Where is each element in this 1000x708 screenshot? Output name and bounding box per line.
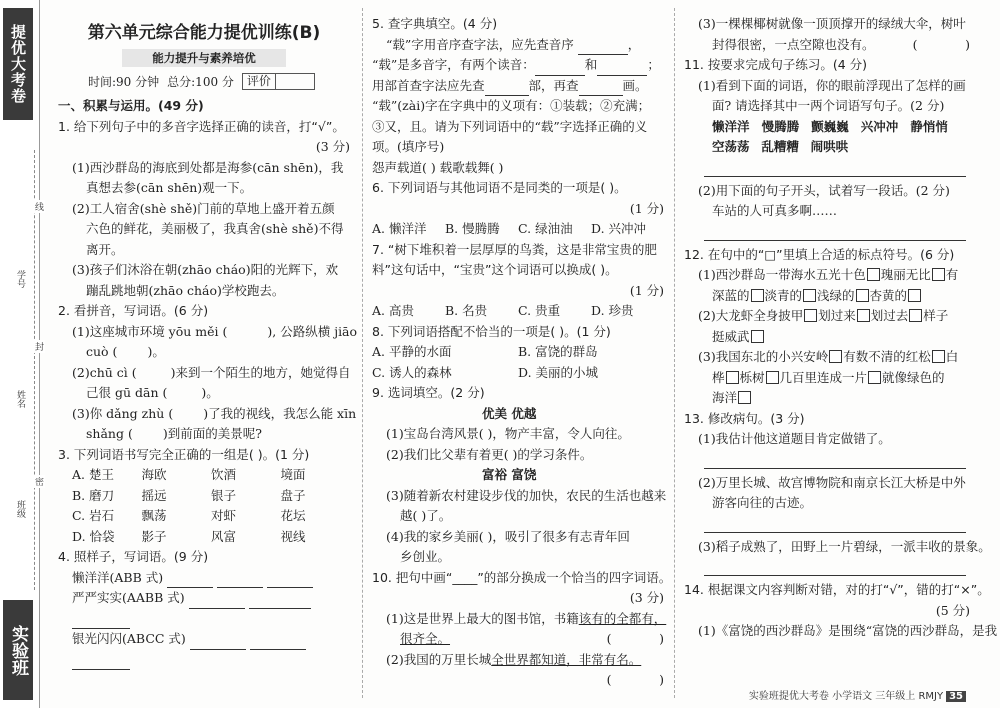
- punct-box[interactable]: [766, 371, 779, 384]
- word: 空荡荡: [712, 139, 750, 154]
- q12-text: 瑰丽无比: [880, 267, 931, 282]
- answer-blank[interactable]: [250, 636, 306, 650]
- q14-item: (1)《富饶的西沙群岛》是围绕“富饶的西沙群岛，是我: [698, 623, 998, 638]
- opt: 飘荡: [141, 508, 167, 523]
- cut-mark-line: 线: [33, 202, 43, 211]
- option-row[interactable]: [372, 342, 664, 363]
- opt: C. 岩石: [72, 508, 115, 523]
- punct-box[interactable]: [908, 289, 921, 302]
- answer-blank[interactable]: [485, 82, 529, 96]
- answer-blank[interactable]: [578, 41, 628, 55]
- answer-line[interactable]: [704, 450, 966, 469]
- exam-meta: [58, 73, 350, 90]
- page-footer: [749, 687, 966, 702]
- opt: A. 楚王: [72, 467, 114, 482]
- punct-box[interactable]: [804, 309, 817, 322]
- opt: 摇远: [141, 487, 167, 503]
- q10-item: 封得很密，一点空隙也没有。: [712, 36, 875, 52]
- eval-box[interactable]: [242, 73, 315, 90]
- opt: B. 磨刀: [72, 487, 115, 503]
- punct-box[interactable]: [867, 268, 880, 281]
- q2-text: (2)chū cì (: [72, 364, 137, 380]
- opt: 境面: [280, 467, 306, 482]
- q12-text: 桦: [712, 369, 725, 385]
- q10-underlined: 全世界都知道，非常有名。: [491, 651, 642, 667]
- q5-text: “载”(zài)字在字典中的义项有：①装载；②充满；: [372, 98, 651, 113]
- option-row[interactable]: [58, 527, 350, 548]
- q12-text: 杏黄的: [869, 287, 908, 303]
- question-5: 5. 查字典填空。(4 分): [372, 16, 498, 31]
- question-12: 12. 在句中的“□”里填上合适的标点符号。(6 分): [684, 246, 955, 262]
- opt: D. 美丽的小城: [518, 364, 599, 380]
- points: (1 分): [629, 200, 664, 216]
- cut-mark-seal: 封: [33, 342, 43, 351]
- q10-text: (2)我国的万里长城: [386, 651, 492, 667]
- answer-blank[interactable]: [579, 82, 623, 96]
- q7-text: 料”这句话中，“宝贵”这个词语可以换成( )。: [372, 262, 618, 277]
- time-info: 时间:90 分钟: [88, 75, 160, 89]
- opt: B. 富饶的群岛: [518, 344, 598, 359]
- q9-item: (3)随着新农村建设步伐的加快，农民的生活也越来: [386, 487, 667, 503]
- answer-line[interactable]: [704, 158, 966, 177]
- opt: D. 兴冲冲: [591, 221, 647, 236]
- answer-blank[interactable]: [267, 574, 313, 588]
- q9-item: 越( )了。: [400, 508, 452, 523]
- q12-text: 深蓝的: [712, 287, 750, 303]
- word: 闹哄哄: [810, 139, 849, 154]
- punct-box[interactable]: [751, 330, 764, 343]
- punct-box[interactable]: [857, 309, 870, 322]
- q10-text: (1)这是世界上最大的图书馆，书籍: [386, 610, 579, 626]
- opt: C. 绿油油: [518, 221, 573, 236]
- opt: 风富: [211, 528, 237, 544]
- opt: 花坛: [280, 508, 306, 523]
- column-2: 5. 查字典填空。(4 分) “载”字用音序查字法，应先查音序 ， “载”是多音字，有两个读音： 和 ； 用部首查字法应先查 部，再查 画。 “载”(zài)字在字典中的义项有：①装载；②充满； ③又，且。请为下列词语中的“载”字选择正确的义 项。(填序号) 怨声载道( ) 载歌载舞( ) 6. 下列词语与其他词语不是同类的一项是( )。 (1 分) A. 懒洋洋 B. 慢腾腾 C. 绿油油 D. 兴冲冲 7. “树下堆积着一层厚厚的鸟粪，这是非常宝贵的肥 料”这句话中，“宝贵”这个词语可以换成( )。 (1 分) A. 高贵 B. 名贵 C. 贵重 D. 珍贵 8. 下列词语搭配不恰当的一项是( )。(1 分) A. 平静的水面 B. 富饶的群岛 C. 诱人的森林 D. 美丽的小城 9. 选词填空。(2 分) 优美 优越 (1)宝岛台湾风景( )，物产丰富，令人向往。 (2)我们比父辈有着更( )的学习条件。 富裕 富饶 (3)随着新农村建设步伐的加快，农民的生活也越来 越( )了。 (4)我的家乡美丽( )，吸引了很多有志青年回 乡创业。 10. 把句中画“____”的部分换成一个恰当的四字词语。 (3 分) (1)这是世界上最大的图书馆，书籍该有的全都有， 很齐全。 ( ) (2)我国的万里长城全世界都知道，非常有名。 ( ): [372, 14, 664, 694]
- points: (3 分): [629, 590, 664, 605]
- opt: 饮酒: [211, 467, 237, 482]
- page-subtitle: 能力提升与素养培优: [122, 49, 286, 67]
- q11-text: (2)用下面的句子开头，试着写一段话。(2 分): [698, 182, 950, 198]
- points: (3 分): [315, 139, 350, 154]
- opt: B. 慢腾腾: [445, 221, 500, 236]
- q12-text: 划过来: [818, 308, 856, 323]
- q2-text: ), 公路纵横 jiāo: [267, 323, 358, 339]
- answer-line[interactable]: [704, 514, 966, 533]
- q2-text: )到前面的美景呢?: [162, 426, 262, 441]
- brand-label: 提优大考卷: [3, 8, 33, 120]
- opt: C. 诱人的森林: [372, 364, 452, 380]
- answer-line[interactable]: [704, 557, 966, 576]
- score-info: 总分:100 分: [167, 75, 234, 89]
- field-class: 班级: [15, 500, 25, 518]
- q12-text: 浅绿的: [817, 287, 855, 303]
- q11-text: 面? 请选择其中一两个词语写句子。(2 分): [712, 98, 945, 113]
- question-8: 8. 下列词语搭配不恰当的一项是( )。(1 分): [372, 323, 611, 339]
- q4-sample: 严严实实(AABB 式): [72, 590, 185, 605]
- q5-text: 怨声载道( ) 载歌载舞( ): [372, 159, 504, 175]
- word: 懒洋洋: [712, 118, 750, 134]
- opt: B. 名贵: [445, 303, 488, 318]
- word-choice: 富裕 富饶: [482, 467, 537, 482]
- column-1: [58, 14, 358, 694]
- opt: A. 高贵: [372, 303, 414, 318]
- answer-blank[interactable]: [167, 574, 213, 588]
- points: (1 分): [629, 282, 664, 298]
- answer-blank[interactable]: [72, 656, 130, 670]
- answer-blank[interactable]: [190, 636, 246, 650]
- punct-box[interactable]: [751, 289, 764, 302]
- column-divider: [674, 8, 675, 698]
- q2-text: )来到一个陌生的地方，她觉得自: [170, 364, 351, 380]
- column-3: (3)一棵棵椰树就像一顶顶撑开的绿绒大伞，树叶 封得很密，一点空隙也没有。 ( ) 11. 按要求完成句子练习。(4 分) (1)看到下面的词语，你的眼前浮现出了怎样的画 面? 请选择其中一两个词语写句子。(2 分) 懒洋洋 慢腾腾 颤巍巍 兴冲冲 静悄悄 空荡荡 乱糟糟 闹哄哄 (2)用下面的句子开头，试着写一段话。(2 分) 车站的人可真多啊…… 12. 在句中的“□”里填上合适的标点符号。(6 分) (1)西沙群岛一带海水五光十色 瑰丽无比 有 深蓝的 淡青的 浅绿的 杏黄的 (2)大龙虾全身披甲 划过来 划过去 样子 挺威武 (3)我国东北的小兴安岭 有数不清的红松 白 桦 栎树 几百里连成一片 就像绿色的 海洋 13. 修改病句。(3 分) (1)我估计他这道题目肯定做错了。 (2)万里长城、故宫博物院和南京长江大桥是中外 游客向往的古迹。 (3)稻子成熟了，田野上一片碧绿，一派丰收的景象。 14. 根据课文内容判断对错，对的打“√”，错的打“×”。 (5 分) (1)《富饶的西沙群岛》是围绕“富饶的西沙群岛，是我: [684, 14, 970, 694]
- question-3: 3. 下列词语书写完全正确的一组是( )。(1 分): [58, 446, 310, 462]
- punct-box[interactable]: [856, 289, 869, 302]
- word-list: [684, 117, 970, 138]
- question-6: 6. 下列词语与其他词语不是同类的一项是( )。: [372, 180, 627, 195]
- opt: A. 懒洋洋: [372, 221, 427, 236]
- field-name: 姓名: [15, 390, 25, 408]
- section-heading: 一、积累与运用。(49 分): [58, 98, 204, 113]
- page-number: 35: [946, 691, 966, 702]
- q2-text: cuò (: [86, 344, 118, 359]
- cut-line: [34, 150, 35, 590]
- q9-item: 乡创业。: [400, 549, 451, 564]
- q12-text: 就像绿色的: [882, 369, 945, 385]
- q1-item: (3)孩子们沐浴在朝(zhāo cháo)阳的光辉下，欢: [72, 262, 339, 277]
- opt: C. 贵重: [518, 303, 561, 318]
- q2-text: )。: [201, 385, 219, 400]
- opt: D. 珍贵: [591, 303, 634, 318]
- column-divider: [362, 8, 363, 698]
- q13-item: (3)稻子成熟了，田野上一片碧绿，一派丰收的景象。: [698, 538, 991, 554]
- option-row[interactable]: [58, 486, 350, 507]
- brand-logo: 实验班: [3, 600, 33, 700]
- punct-box[interactable]: [868, 371, 881, 384]
- q1-item: 真想去参(cān shēn)观一下。: [86, 180, 253, 195]
- q5-text: 部，再查: [528, 77, 579, 93]
- q12-text: 海洋: [712, 390, 738, 405]
- q2-text: 己很 gū dān (: [86, 385, 168, 400]
- q1-item: (1)西沙群岛的海底到处都是海参(cān shēn)，我: [72, 159, 344, 175]
- q5-text: 用部首查字法应先查: [372, 77, 485, 93]
- q11-text: (1)看到下面的词语，你的眼前浮现出了怎样的画: [698, 77, 966, 93]
- q1-item: 六色的鲜花，美丽极了，我真舍(shè shě)不得: [86, 221, 344, 236]
- q9-item: (1)宝岛台湾风景( )，物产丰富，令人向往。: [386, 426, 630, 441]
- q2-text: )了我的视线，我怎么能 xīn: [203, 405, 357, 421]
- word: 静悄悄: [910, 118, 948, 134]
- question-4: 4. 照样子，写词语。(9 分): [58, 549, 209, 564]
- word: 颤巍巍: [811, 118, 849, 134]
- opt: 海欧: [141, 467, 167, 482]
- q12-text: (2)大龙虾全身披甲: [698, 308, 804, 323]
- opt: 对虾: [211, 508, 237, 523]
- option-row[interactable]: [372, 301, 664, 322]
- q9-item: (2)我们比父辈有着更( )的学习条件。: [386, 446, 593, 462]
- q12-text: 白: [945, 349, 959, 364]
- page-title: 第六单元综合能力提优训练(B): [87, 23, 321, 43]
- q4-sample: 懒洋洋(ABB 式): [72, 569, 164, 585]
- word: 兴冲冲: [860, 118, 899, 134]
- q5-text: 画。: [622, 77, 648, 93]
- option-row[interactable]: [58, 506, 350, 527]
- question-7: 7. “树下堆积着一层厚厚的鸟粪，这是非常宝贵的肥: [372, 241, 657, 257]
- word-list: [684, 137, 970, 158]
- answer-blank[interactable]: [189, 595, 245, 609]
- q1-item: 蹦乱跳地朝(zhāo cháo)学校跑去。: [86, 282, 285, 298]
- q12-text: 样子: [923, 308, 949, 323]
- opt: A. 平静的水面: [372, 344, 452, 359]
- q2-text: )。: [147, 344, 165, 359]
- q12-text: (3)我国东北的小兴安岭: [698, 349, 829, 364]
- field-number: 学号: [15, 270, 25, 288]
- q9-item: (4)我的家乡美丽( )，吸引了很多有志青年回: [386, 528, 630, 544]
- punct-box[interactable]: [829, 350, 842, 363]
- q5-text: 和: [584, 57, 598, 72]
- q5-text: 项。(填序号): [372, 139, 445, 154]
- q12-text: 划过去: [870, 308, 909, 323]
- answer-blank[interactable]: [217, 574, 263, 588]
- word: 乱糟糟: [761, 139, 799, 154]
- q12-text: 挺威武: [712, 328, 750, 344]
- option-row[interactable]: [58, 465, 350, 486]
- q5-text: ③又，且。请为下列词语中的“载”字选择正确的义: [372, 118, 648, 134]
- option-row[interactable]: [372, 219, 664, 240]
- opt: 盘子: [280, 487, 306, 503]
- binding-spine: [0, 0, 43, 708]
- answer-blank[interactable]: [597, 62, 647, 76]
- answer-paren[interactable]: ( ): [606, 672, 664, 687]
- punct-box[interactable]: [726, 371, 739, 384]
- q13-item: (2)万里长城、故宫博物院和南京长江大桥是中外: [698, 474, 966, 490]
- answer-blank[interactable]: [535, 62, 585, 76]
- q10-underlined: 很齐全。: [400, 631, 451, 646]
- q12-text: 几百里连成一片: [779, 369, 868, 385]
- question-11: 11. 按要求完成句子练习。(4 分): [684, 57, 868, 72]
- q5-text: “载”是多音字，有两个读音：: [372, 57, 535, 72]
- q12-text: 有: [945, 267, 959, 282]
- q12-text: (1)西沙群岛一带海水五光十色: [698, 267, 866, 282]
- q1-item: 离开。: [86, 241, 124, 257]
- q13-item: 游客向往的古迹。: [712, 495, 813, 510]
- punct-box[interactable]: [932, 268, 945, 281]
- points: (5 分): [935, 602, 970, 618]
- opt: D. 恰袋: [72, 528, 115, 544]
- q10-item: (3)一棵棵椰树就像一顶顶撑开的绿绒大伞，树叶: [698, 16, 966, 31]
- question-2: 2. 看拼音，写词语。(6 分): [58, 303, 209, 318]
- punct-box[interactable]: [803, 289, 816, 302]
- question-9: 9. 选词填空。(2 分): [372, 385, 485, 400]
- opt: 视线: [280, 528, 306, 544]
- footer-text: 实验班提优大考卷 小学语文 三年级上 RMJY: [748, 691, 944, 702]
- question-1: 1. 给下列句子中的多音字选择正确的读音，打“√”。: [58, 118, 345, 134]
- word-choice: 优美 优越: [482, 405, 537, 421]
- q4-sample: 银光闪闪(ABCC 式): [72, 631, 186, 646]
- word: 慢腾腾: [761, 118, 800, 134]
- question-13: 13. 修改病句。(3 分): [684, 410, 805, 426]
- q11-text: 车站的人可真多啊……: [712, 203, 838, 218]
- punct-box[interactable]: [738, 391, 751, 404]
- q13-item: (1)我估计他这道题目肯定做错了。: [698, 431, 891, 446]
- opt: 银子: [211, 487, 237, 503]
- cut-mark-secret: 密: [33, 477, 43, 486]
- eval-label: 评价: [243, 74, 276, 89]
- answer-blank[interactable]: [249, 595, 311, 609]
- q12-text: 有数不清的红松: [843, 349, 931, 364]
- q12-text: 栎树: [739, 369, 765, 385]
- q12-text: 淡青的: [764, 287, 803, 303]
- answer-blank[interactable]: [72, 615, 130, 629]
- q2-text: (1)这座城市环境 yōu měi (: [72, 323, 228, 339]
- option-row[interactable]: [372, 363, 664, 384]
- punct-box[interactable]: [932, 350, 945, 363]
- q10-underlined: 该有的全都有，: [578, 610, 667, 626]
- q2-text: shǎng (: [86, 426, 133, 441]
- q5-text: “载”字用音序查字法，应先查音序: [386, 36, 574, 52]
- q1-item: (2)工人宿舍(shè shě)门前的草地上盛开着五颜: [72, 200, 335, 216]
- question-14: 14. 根据课文内容判断对错，对的打“√”，错的打“×”。: [684, 582, 990, 597]
- question-10: 10. 把句中画“____”的部分换成一个恰当的四字词语。: [372, 569, 672, 585]
- opt: 影子: [141, 528, 167, 544]
- answer-line[interactable]: [704, 222, 966, 241]
- q2-text: (3)你 dǎng zhù (: [72, 405, 174, 421]
- punct-box[interactable]: [909, 309, 922, 322]
